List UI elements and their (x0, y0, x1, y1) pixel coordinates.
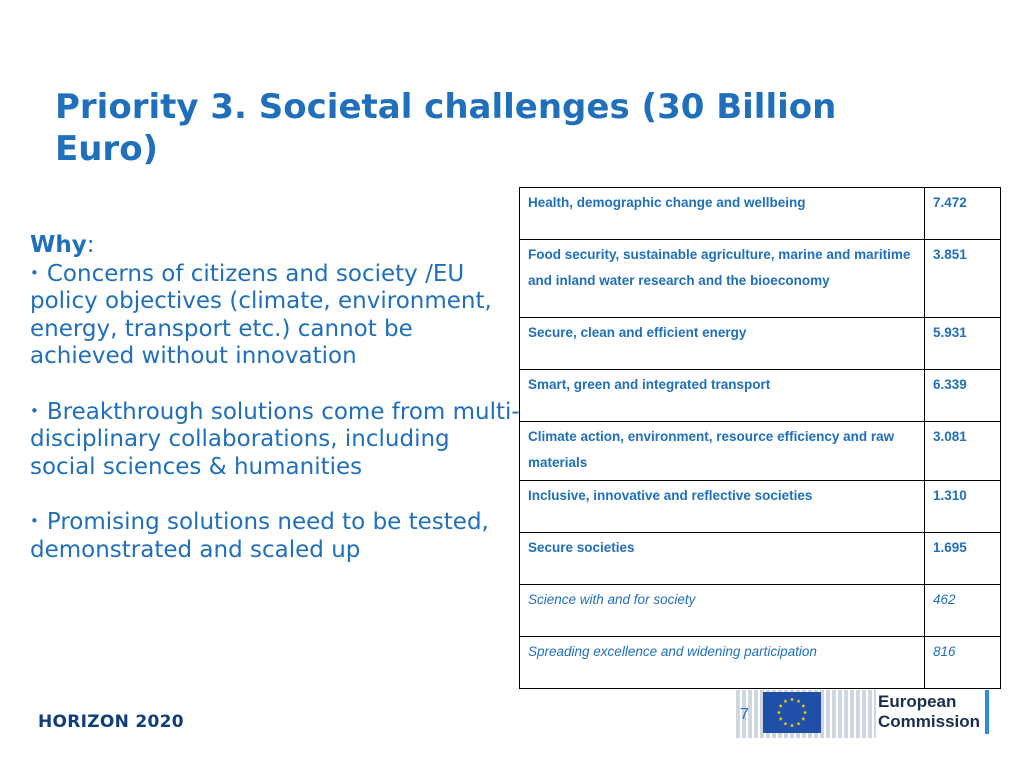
table-row (520, 481, 1001, 533)
bullet-icon: • (30, 263, 39, 282)
table-cell-value: 816 (925, 637, 1001, 689)
why-label: Why (30, 232, 87, 258)
budget-table (519, 187, 1001, 689)
why-section (30, 232, 520, 564)
institution-line-1: European (878, 692, 957, 711)
table-cell-value: 3.081 (925, 422, 1001, 481)
table-cell-value: 7.472 (925, 188, 1001, 240)
institution-line-2: Commission (878, 712, 981, 731)
table-row (520, 318, 1001, 370)
table-row (520, 188, 1001, 240)
bullet-text: Breakthrough solutions come from multi-disciplinary collaborations, including social sciences & humanities (30, 398, 520, 480)
why-colon: : (86, 232, 95, 258)
table-cell-value: 3.851 (925, 240, 1001, 318)
table-cell-label: Secure, clean and efficient energy (520, 318, 925, 370)
table-cell-label: Spreading excellence and widening participation (520, 637, 925, 689)
table-cell-value: 6.339 (925, 370, 1001, 422)
bullet-point (30, 508, 520, 564)
table-cell-label: Climate action, environment, resource efficiency and raw materials (520, 422, 925, 481)
table-cell-label: Food security, sustainable agriculture, marine and maritime and inland water research and the bioeconomy (520, 240, 925, 318)
bullet-icon: • (30, 512, 39, 530)
logo-accent-bar (985, 690, 989, 734)
table-row (520, 422, 1001, 481)
european-commission-logo (878, 692, 983, 732)
slide-title: Priority 3. Societal challenges (30 Billion Euro) (55, 87, 837, 169)
table-cell-value: 1.695 (925, 533, 1001, 585)
table-cell-value: 462 (925, 585, 1001, 637)
bullet-point (30, 398, 520, 482)
table-cell-label: Inclusive, innovative and reflective societies (520, 481, 925, 533)
why-heading (30, 232, 520, 260)
table-cell-label: Science with and for society (520, 585, 925, 637)
horizon-2020-logo: HORIZON 2020 (38, 712, 184, 732)
table-row (520, 585, 1001, 637)
table-row (520, 533, 1001, 585)
table-cell-label: Secure societies (520, 533, 925, 585)
eu-flag-icon (763, 692, 821, 733)
table-cell-value: 5.931 (925, 318, 1001, 370)
table-row (520, 240, 1001, 318)
bullet-text: Concerns of citizens and society /EU policy objectives (climate, environment, energy, transport etc.) cannot be achieved without innovation (30, 260, 492, 369)
table-cell-value: 1.310 (925, 481, 1001, 533)
table-cell-label: Health, demographic change and wellbeing (520, 188, 925, 240)
eu-stars-icon (763, 692, 821, 733)
table-row (520, 637, 1001, 689)
table-row (520, 370, 1001, 422)
table-cell-label: Smart, green and integrated transport (520, 370, 925, 422)
bullet-text: Promising solutions need to be tested, demonstrated and scaled up (30, 509, 489, 563)
bullet-icon: • (30, 401, 39, 420)
bullet-point (30, 260, 520, 371)
page-number: 7 (740, 706, 749, 723)
